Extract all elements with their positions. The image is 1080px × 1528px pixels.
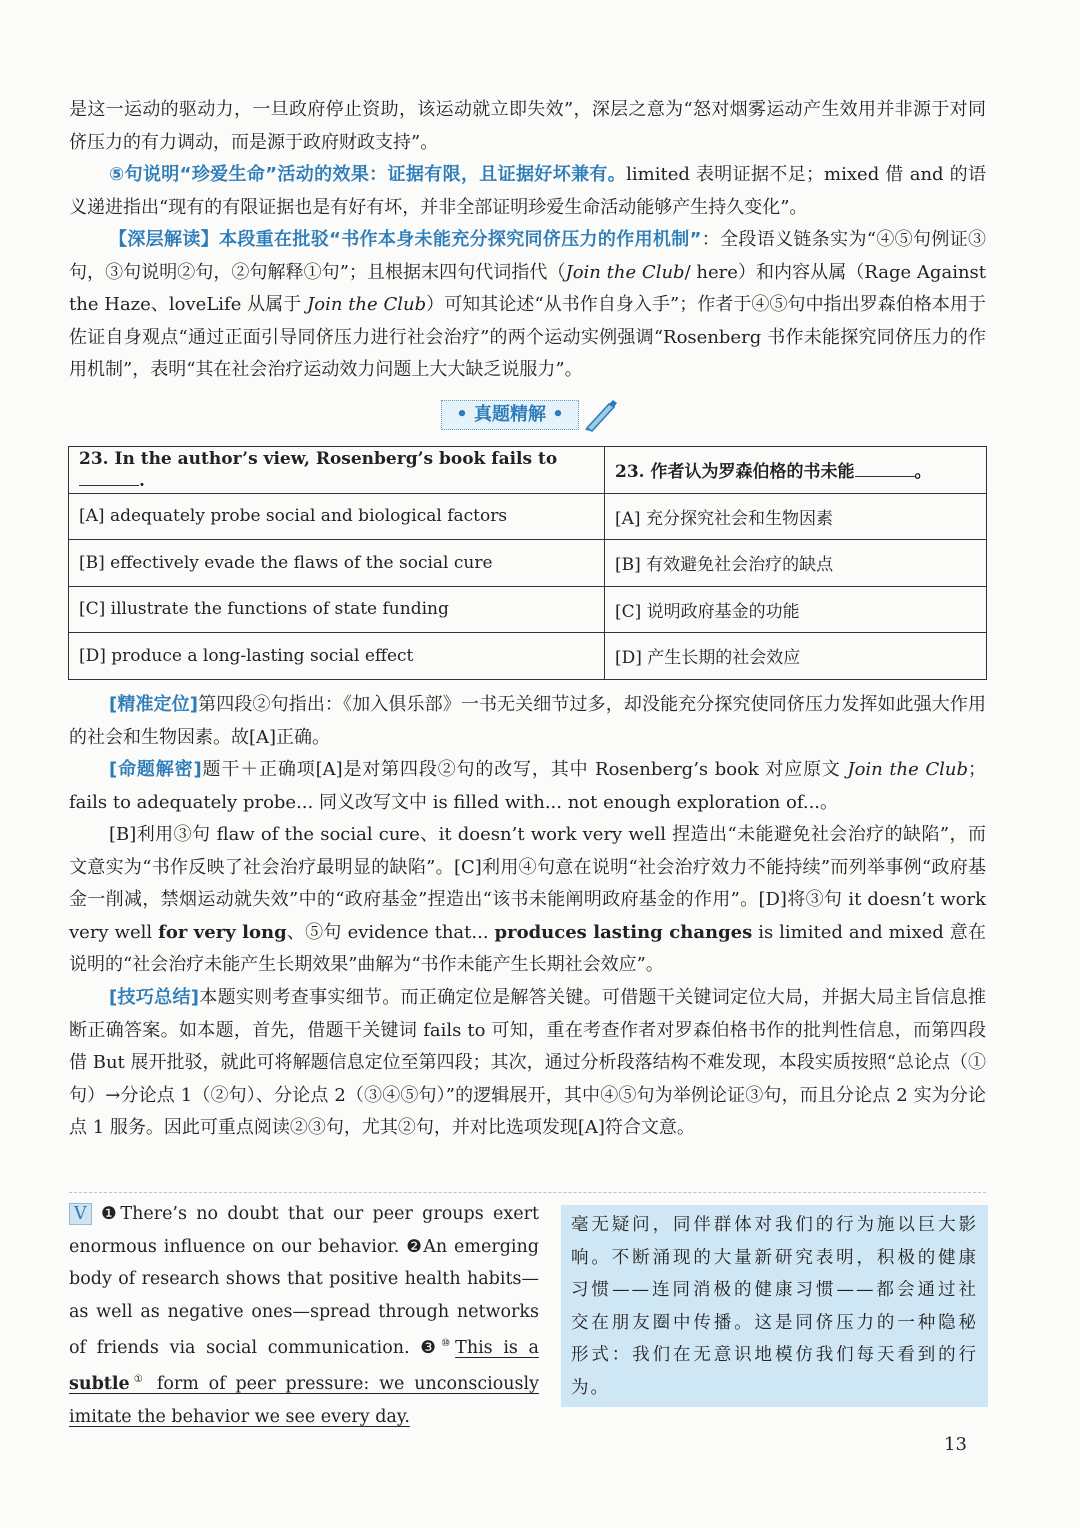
sentence-3-marker: ⑩: [441, 1338, 456, 1349]
section-divider: [69, 1192, 986, 1193]
deep-analysis-text-3: ）可知其论述“从书作自身入手”；作者于④⑤句中指出罗森伯格本用于佐证自身观点“通过正面引导同侪压力进行社会治疗”的两个运动实例强调“Rosenberg 书作未能探究同侪压力的作用机制”，表明“其在社会治疗运动效力问题上大大缺乏说服力”。: [69, 294, 986, 380]
secret-text: 题干＋正确项[A]是对第四段②句的改写，其中 Rosenberg’s book 对应原文: [201, 759, 848, 780]
deep-analysis-paragraph: [69, 224, 986, 387]
sentence-3: This is a subtle① form of peer pressure: we unconsciously imitate the behavior we see every day.: [69, 1337, 539, 1427]
bold-phrase-1: for very long: [158, 921, 287, 943]
distractor-paragraph: [69, 819, 986, 982]
option-row-a: [69, 493, 987, 540]
book-title-3: Join the Club: [847, 759, 969, 780]
bold-phrase-2: produces lasting changes: [494, 921, 753, 943]
paragraph-mark: V: [69, 1203, 92, 1225]
question-table: [68, 446, 987, 680]
banner-label: • 真题精解 •: [441, 400, 579, 430]
deep-analysis-text-2: / here）和内容从属（Rage Against the Haze、loveLife 从属于: [69, 261, 987, 315]
skill-tag: [技巧总结]: [109, 987, 199, 1008]
book-title-2: Join the Club: [307, 294, 427, 315]
option-row-c: [69, 586, 987, 633]
skill-paragraph: [69, 982, 986, 1145]
distractor-text-2: 、⑤句 evidence that...: [286, 921, 495, 943]
distractor-text: [B]利用③句 flaw of the social cure、it doesn’t work very well 捏造出“未能避免社会治疗的缺陷”，而文意实为“书作反映了社会治疗最明显的缺陷”。[C]利用④句意在说明“社会治疗效力不能持续”而列举事例“政府基金一削减，禁烟运动就失效”中的“政府基金”捏造出“该书未能阐明政府基金的作用”。[D]将③句 it doesn’t work very well: [69, 824, 986, 943]
passage-translation: 毫无疑问，同伴群体对我们的行为施以巨大影响。不断涌现的大量新研究表明，积极的健康习惯——连同消极的健康习惯——都会通过社交在朋友圈中传播。这是同侪压力的一种隐秘形式：我们在无意识地模仿我们每天看到的行为。: [561, 1205, 988, 1407]
question-stem-row: [69, 447, 987, 494]
option-c-cn: [C] 说明政府基金的功能: [605, 586, 987, 633]
highlight-sentence-5: ⑤句说明“珍爱生命”活动的效果：证据有限，且证据好坏兼有。: [109, 164, 627, 185]
book-title: Join the Club: [565, 261, 685, 283]
option-row-d: [69, 633, 987, 680]
secret-paragraph: [69, 754, 986, 819]
option-a-cn: [A] 充分探究社会和生物因素: [605, 493, 987, 540]
pen-icon: [583, 398, 619, 432]
section-banner: [441, 398, 619, 432]
paragraph-continuation: 是这一运动的驱动力，一旦政府停止资助，该运动就立即失效”，深层之意为“怒对烟雾运动产生效用并非源于对同侪压力的有力调动，而是源于政府财政支持”。: [69, 99, 986, 153]
locate-tag: [精准定位]: [109, 694, 199, 715]
sentence-5-explanation: limited 表明证据不足；mixed 借 and 的语义递进指出“现有的有限证据也是有好有坏，并非全部证明珍爱生命活动能够产生持久变化”。: [69, 164, 986, 218]
sentence-3-number: ❸: [420, 1337, 442, 1358]
option-row-b: [69, 540, 987, 587]
option-d-en: [D] produce a long-lasting social effect: [69, 633, 605, 680]
option-b-en: [B] effectively evade the flaws of the social cure: [69, 540, 605, 587]
paragraph-sentence-5: [69, 159, 986, 224]
option-c-en: [C] illustrate the functions of state funding: [69, 586, 605, 633]
deep-analysis-text: ：全段语义链条实为“④⑤句例证③句，③句说明②句，②句解释①句”；且根据末四句代词指代（: [69, 229, 986, 283]
deep-analysis-lead: 本段重在批驳“书作本身未能充分探究同侪压力的作用机制”: [219, 229, 702, 250]
option-a-en: [A] adequately probe social and biological factors: [69, 493, 605, 540]
locate-text: 第四段②句指出：《加入俱乐部》一书无关细节过多，却没能充分探究使同侪压力发挥如此强大作用的社会和生物因素。故[A]正确。: [69, 694, 987, 748]
option-d-cn: [D] 产生长期的社会效应: [605, 633, 987, 680]
question-stem-en: 23. In the author’s view, Rosenberg’s book fails to .: [69, 447, 605, 494]
option-b-cn: [B] 有效避免社会治疗的缺点: [605, 540, 987, 587]
passage-english: [69, 1198, 539, 1433]
locate-paragraph: [69, 689, 986, 754]
secret-text-2: ；fails to adequately probe... 同义改写文中 is filled with... not enough exploration of...。: [69, 759, 987, 813]
secret-tag: [命题解密]: [109, 759, 202, 780]
sentence-1: ❶There’s no doubt that our peer groups exert enormous influence on our behavior.: [69, 1204, 539, 1257]
page-number: 13: [944, 1434, 967, 1455]
skill-text: 本题实则考查事实细节。而正确定位是解答关键。可借题干关键词定位大局，并据大局主旨信息推断正确答案。如本题，首先，借题干关键词 fails to 可知，重在考查作者对罗森伯格书作的批判性信息，而第四段借 But 展开批驳，就此可将解题信息定位至第四段；其次，通过分析段落结构不难发现，本段实质按照“总论点（①句）→分论点 1（②句）、分论点 2（③④⑤句）”的逻辑展开，其中④⑤句为举例论证③句，而且分论点 2 实为分论点 1 服务。因此可重点阅读②③句，尤其②句，并对比选项发现[A]符合文意。: [69, 987, 986, 1138]
distractor-text-3: is limited and mixed 意在说明的“社会治疗未能产生长期效果”曲解为“书作未能产生长期社会效应”。: [69, 921, 986, 975]
sentence-2: ❷An emerging body of research shows that positive health habits—as well as negative ones—spread through networks of friends via social communication.: [69, 1236, 539, 1358]
question-stem-cn: 23. 作者认为罗森伯格的书未能 。: [605, 447, 987, 494]
deep-analysis-tag: 【深层解读】: [109, 229, 220, 250]
